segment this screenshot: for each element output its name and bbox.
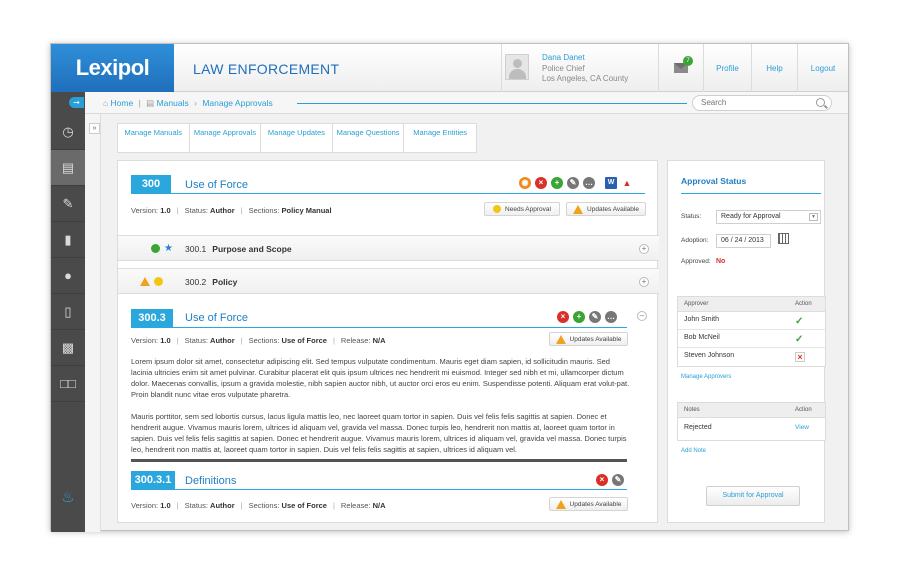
updates-available-label: Updates Available — [569, 500, 622, 508]
policy-panel — [117, 160, 658, 523]
expand-plus-icon[interactable]: + — [639, 277, 649, 287]
star-icon: ★ — [164, 243, 173, 254]
delete-icon[interactable]: × — [596, 474, 608, 486]
approver-name: Bob McNeil — [684, 334, 720, 341]
sections-value: Policy Manual — [281, 206, 332, 215]
gauge-icon: ◷ — [62, 123, 74, 139]
view-icon[interactable]: ◉ — [519, 177, 531, 189]
edit-icon[interactable]: ✎ — [612, 474, 624, 486]
add-icon[interactable]: + — [551, 177, 563, 189]
version-value: 1.0 — [160, 206, 171, 215]
updates-available-label: Updates Available — [569, 335, 622, 343]
section-number: 300 — [131, 175, 171, 194]
updates-available-badge[interactable] — [549, 497, 628, 511]
notes-header — [678, 403, 825, 418]
warning-icon — [556, 500, 566, 509]
status-label: Status: — [681, 213, 702, 220]
lexipol-logo[interactable]: Lexipol — [51, 44, 174, 92]
pdf-icon[interactable]: ▲ — [622, 178, 632, 188]
add-note-link[interactable]: Add Note — [681, 448, 707, 454]
adoption-label: Adoption: — [681, 237, 709, 244]
breadcrumb-bar — [85, 92, 848, 114]
user-name[interactable]: Dana Danet — [542, 53, 585, 62]
sidebar-manuals[interactable] — [51, 150, 85, 186]
version-label: Version: — [131, 501, 159, 510]
left-sidebar — [51, 92, 85, 532]
row-label — [185, 277, 237, 287]
expand-plus-icon[interactable]: + — [639, 244, 649, 254]
breadcrumb — [103, 98, 273, 109]
updates-available-badge[interactable] — [549, 332, 628, 346]
approver-column-header: Approver — [684, 301, 709, 307]
sections-value: Use of Force — [281, 336, 327, 345]
logout-link[interactable]: Logout — [797, 44, 848, 92]
definitions-actions — [596, 474, 624, 486]
top-bar — [51, 44, 848, 92]
note-text: Rejected — [684, 424, 712, 431]
subsection-number: 300.3 — [131, 309, 173, 328]
table-row — [678, 348, 825, 366]
definitions-underline — [131, 489, 627, 490]
app-title: LAW ENFORCEMENT — [193, 61, 340, 77]
warning-icon — [140, 277, 150, 286]
add-icon[interactable]: + — [573, 311, 585, 323]
app-window — [50, 43, 849, 531]
avatar — [505, 54, 529, 80]
status-select-value: Ready for Approval — [721, 213, 781, 220]
more-icon[interactable]: … — [607, 312, 615, 321]
definitions-title[interactable]: Definitions — [185, 475, 237, 487]
sidebar-links[interactable] — [51, 366, 85, 402]
clipboard-icon: ✎ — [62, 195, 74, 211]
section-row-300-2[interactable] — [118, 268, 659, 294]
updates-available-badge[interactable] — [566, 202, 646, 216]
approvers-table — [677, 296, 826, 367]
home-icon[interactable]: ⌂ — [103, 98, 109, 108]
book-icon: ▤ — [61, 159, 75, 175]
tab-manage-entities[interactable]: Manage Entities — [413, 128, 468, 137]
sidebar-briefcase[interactable] — [51, 330, 85, 366]
collapse-toggle-icon[interactable]: » — [89, 123, 100, 134]
breadcrumb-separator: | — [138, 98, 141, 108]
user-icon: ● — [64, 268, 72, 283]
green-dot-icon — [151, 244, 160, 253]
tab-manage-manuals[interactable]: Manage Manuals — [118, 124, 190, 152]
calendar-icon[interactable] — [778, 233, 789, 244]
reject-icon[interactable]: × — [795, 352, 805, 362]
section-title[interactable]: Use of Force — [185, 179, 248, 191]
release-label: Release: — [340, 501, 371, 510]
submit-for-approval-button[interactable]: Submit for Approval — [706, 486, 800, 506]
status-select[interactable] — [716, 210, 821, 224]
view-note-link[interactable]: View — [795, 424, 809, 431]
release-label: Release: — [340, 336, 371, 345]
warning-icon — [556, 335, 566, 344]
collapse-strip — [85, 114, 101, 532]
version-value: 1.0 — [160, 501, 171, 510]
status-value: Author — [210, 336, 235, 345]
notes-column-header: Notes — [684, 407, 700, 413]
sidebar-messages[interactable] — [51, 294, 85, 330]
mail-count-badge: 7 — [683, 56, 693, 66]
status-label: Status: — [184, 206, 208, 215]
checkmark-icon[interactable]: ✓ — [795, 316, 804, 327]
status-label: Status: — [184, 336, 208, 345]
subsection-title[interactable]: Use of Force — [185, 312, 248, 324]
definitions-meta: Version: 1.0 | Status: Author | Sections: Use of Force | Release: N/A — [131, 501, 386, 510]
word-icon[interactable]: W — [605, 177, 617, 189]
section-divider — [131, 459, 627, 462]
notes-table — [677, 402, 826, 441]
section-actions — [519, 177, 633, 189]
bar-chart-icon: ▮ — [64, 231, 72, 247]
status-value: Author — [210, 206, 235, 215]
row-indicators — [140, 277, 163, 286]
search-box[interactable] — [692, 95, 832, 111]
section-meta: Version: 1.0 | Status: Author | Sections: Policy Manual — [131, 206, 332, 215]
subsection-meta: Version: 1.0 | Status: Author | Sections: Use of Force | Release: N/A — [131, 336, 386, 345]
breadcrumb-manuals[interactable]: Manuals — [156, 98, 189, 108]
sidebar-dashboard[interactable] — [51, 114, 85, 150]
body-paragraph-2: Mauris porttitor, sem sed lobortis cursus, lacus ligula mattis leo, nec laoreet quam tortor in sapien. Duis vel felis felis sagittis at sapien. Donec et hendrerit augue. Vivamus mauris lorem, ultrices id aliquam vel, gravida vel massa. Donec turpis leo, hendrerit non mattis at, laoreet quam tortor in sapien. Duis vel felis felis sagittis at sapien. Donec et hendrerit augue. Vivamus mauris lorem, ultrices id aliquam vel, gravida vel massa. Donec turpis leo, hendrerit non mattis at, laoreet quam tortor in sapien. Duis vel felis felis sagittis at sapien, ultrices id aliquam vel. — [131, 412, 627, 454]
breadcrumb-manage-approvals[interactable]: Manage Approvals — [202, 98, 273, 108]
approval-status-title: Approval Status — [681, 176, 747, 186]
approver-name: John Smith — [684, 316, 720, 323]
chat-icon: ▯ — [64, 303, 72, 319]
approved-label: Approved: — [681, 258, 711, 265]
approved-value: No — [716, 258, 726, 265]
search-icon[interactable] — [816, 98, 825, 107]
action-column-header: Action — [795, 301, 812, 307]
tab-manage-questions[interactable]: Manage Questions — [333, 124, 405, 152]
sidebar-reports[interactable] — [51, 222, 85, 258]
breadcrumb-chevron: › — [194, 98, 197, 108]
adoption-date-field[interactable]: 06 / 24 / 2013 — [716, 234, 771, 248]
version-label: Version: — [131, 206, 159, 215]
approvers-header — [678, 297, 825, 312]
sections-label: Sections: — [248, 501, 280, 510]
release-value: N/A — [372, 336, 386, 345]
section-row-300-1[interactable] — [118, 235, 659, 261]
row-number: 300.1 — [185, 244, 207, 254]
version-label: Version: — [131, 336, 159, 345]
delete-icon[interactable]: × — [535, 177, 547, 189]
more-icon[interactable]: … — [585, 178, 593, 187]
section-underline — [131, 193, 645, 194]
subsection-underline — [131, 327, 627, 328]
edit-icon[interactable]: ✎ — [567, 177, 579, 189]
mail-icon — [674, 58, 690, 73]
needs-approval-badge[interactable] — [484, 202, 560, 216]
breadcrumb-line — [297, 103, 687, 104]
sections-value: Use of Force — [281, 501, 327, 510]
table-row — [678, 330, 825, 348]
chevron-down-icon[interactable]: ▼ — [809, 213, 818, 221]
table-row — [678, 418, 825, 440]
user-box[interactable] — [501, 44, 658, 92]
row-indicators — [151, 244, 173, 253]
folder-icon: ▤ — [146, 98, 155, 108]
sidebar-checklist[interactable] — [51, 186, 85, 222]
delete-icon[interactable]: × — [557, 311, 569, 323]
row-number: 300.2 — [185, 277, 207, 287]
row-title: Policy — [212, 277, 238, 287]
sections-label: Sections: — [248, 336, 280, 345]
body-paragraph-1: Lorem ipsum dolor sit amet, consectetur adipiscing elit. Sed tempus vulputate condimentum. Mauris eget diam sapien, id sollicitudin mauris. Sed lacinia ultricies enim sit amet pulvinar. Curabitur placerat elit quis ipsum ultrices nec hendrerit mi euismod. Integer sed nibh et mi, ullamcorper dictum dolor. Maecenas convallis, ipsum a gravida molestie, nibh sapien auctor nibh, ut auctor orci eros eu enim. Suspendisse potenti. Aliquam erat volut-pat. Proin blandit nunc vitae eros vulputate pharetra. — [131, 357, 630, 399]
updates-available-label: Updates Available — [587, 205, 639, 213]
needs-approval-label: Needs Approval — [505, 205, 551, 213]
tab-manage-updates[interactable]: Manage Updates — [261, 124, 333, 152]
help-link[interactable]: Help — [751, 44, 797, 92]
approval-panel — [667, 160, 825, 523]
search-input[interactable] — [701, 98, 811, 107]
row-title: Purpose and Scope — [212, 244, 292, 254]
table-row — [678, 312, 825, 330]
sidebar-users[interactable] — [51, 258, 85, 294]
approver-name: Steven Johnson — [684, 352, 735, 359]
mail-button[interactable] — [658, 44, 703, 92]
yellow-dot-icon — [154, 277, 163, 286]
sections-label: Sections: — [248, 206, 280, 215]
user-role: Police Chief — [542, 64, 585, 73]
checkmark-icon[interactable]: ✓ — [795, 334, 804, 345]
row-label — [185, 244, 292, 254]
tab-manage-approvals[interactable]: Manage Approvals — [190, 124, 262, 152]
briefcase-icon: ▩ — [61, 339, 75, 355]
approval-title-underline — [681, 193, 821, 194]
expand-arrow-icon[interactable]: ➞ — [69, 97, 84, 108]
profile-link[interactable]: Profile — [703, 44, 751, 92]
warning-icon — [573, 205, 583, 214]
action-column-header: Action — [795, 407, 812, 413]
definitions-number: 300.3.1 — [131, 471, 175, 490]
version-value: 1.0 — [160, 336, 171, 345]
subsection-actions — [557, 311, 617, 323]
collapse-minus-icon[interactable]: – — [637, 311, 647, 321]
binoculars-icon: □□ — [60, 376, 76, 391]
yellow-dot-icon — [493, 205, 501, 213]
status-label: Status: — [184, 501, 208, 510]
user-location: Los Angeles, CA County — [542, 74, 629, 83]
alert-bell-icon[interactable]: ♨ — [61, 489, 75, 506]
manage-approvers-link[interactable]: Manage Approvers — [681, 374, 732, 380]
status-value: Author — [210, 501, 235, 510]
breadcrumb-home[interactable]: Home — [110, 98, 134, 108]
edit-icon[interactable]: ✎ — [589, 311, 601, 323]
manage-tabs — [117, 123, 477, 153]
release-value: N/A — [372, 501, 386, 510]
